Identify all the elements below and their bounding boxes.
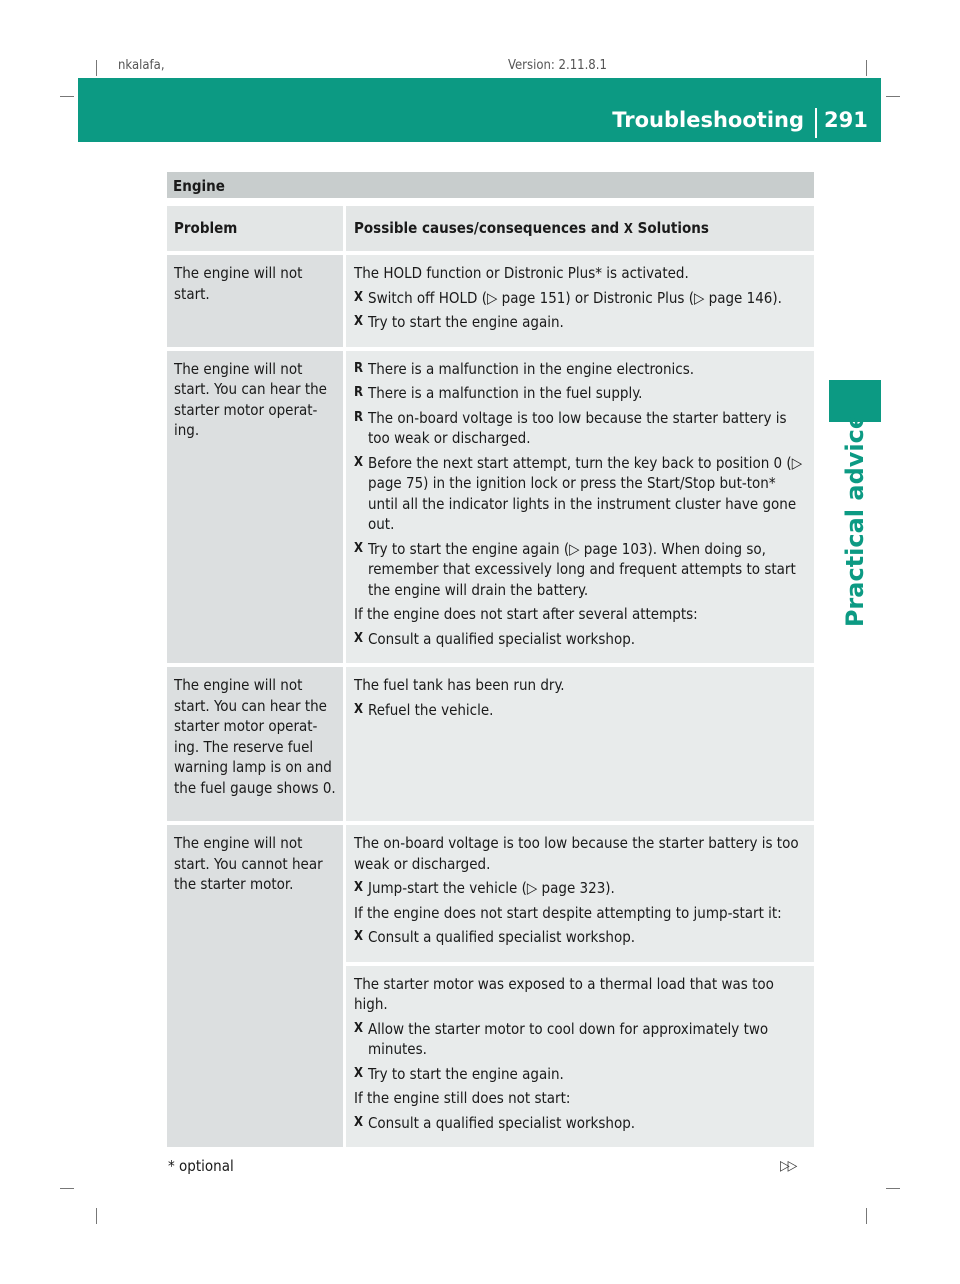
table-title: Engine — [167, 172, 814, 198]
action-arrow-icon: X — [354, 929, 364, 944]
continue-arrow-icon: ▷▷ — [780, 1158, 796, 1174]
step-text: Consult a qualified specialist workshop. — [368, 1113, 636, 1132]
action-step — [354, 312, 807, 333]
solution-cell — [346, 966, 814, 1148]
solution-cell — [346, 351, 814, 664]
column-header-problem: Problem — [167, 206, 343, 251]
step-text: Switch off HOLD (▷ page 151) or Distronic Plus (▷ page 146). — [368, 288, 782, 307]
crop-mark — [866, 60, 867, 76]
paragraph: The fuel tank has been run dry. — [354, 676, 565, 694]
step-text: The on-board voltage is too low because the starter battery is too weak or discharged. — [368, 408, 787, 447]
action-arrow-icon: X — [623, 222, 633, 237]
problem-cell: The engine will not start. You can hear the starter motor operat-ing. The reserve fuel warning lamp is on and the fuel gauge shows 0. — [167, 667, 343, 821]
table-row — [167, 255, 814, 347]
column-header-pre: Possible causes/consequences and — [354, 219, 620, 237]
step-text: Allow the starter motor to cool down for approximately two minutes. — [368, 1019, 769, 1058]
crop-mark — [60, 96, 74, 97]
step-text: Consult a qualified specialist workshop. — [368, 928, 636, 946]
problem-cell: The engine will not start. You cannot hear the starter motor. — [167, 825, 343, 1147]
column-header-solutions — [346, 206, 814, 251]
action-arrow-icon: X — [354, 1020, 364, 1036]
table-header-row — [167, 206, 814, 251]
bullet-icon: R — [354, 360, 364, 376]
action-arrow-icon: X — [354, 880, 364, 895]
step-text: There is a malfunction in the engine electronics. — [368, 359, 695, 378]
step-text: Consult a qualified specialist workshop. — [368, 629, 636, 648]
engine-table — [167, 172, 814, 1147]
paragraph: If the engine still does not start: — [354, 1089, 571, 1107]
action-arrow-icon: X — [354, 289, 364, 305]
header-separator — [815, 108, 817, 138]
crop-mark — [60, 1188, 74, 1189]
action-step — [354, 878, 807, 899]
action-step — [354, 927, 807, 948]
action-arrow-icon: X — [354, 314, 364, 329]
column-header-post: Solutions — [637, 219, 709, 237]
table-row — [167, 825, 814, 1147]
step-text: Before the next start attempt, turn the key back to position 0 (▷ page 75) in the ignition lock or press the Start/Stop but-ton* until all the indicator lights in the instrument cluster have gone out. — [368, 453, 803, 533]
solution-cell — [346, 667, 814, 821]
action-arrow-icon: X — [354, 1114, 364, 1130]
action-step — [354, 1019, 807, 1060]
action-step — [354, 288, 807, 309]
cause-bullet — [354, 408, 807, 449]
bullet-icon: R — [354, 409, 364, 425]
solution-cell — [346, 825, 814, 962]
action-step — [354, 1113, 807, 1134]
section-title: Troubleshooting — [612, 108, 804, 132]
cause-bullet — [354, 359, 807, 380]
problem-cell: The engine will not start. You can hear the starter motor operat-ing. — [167, 351, 343, 664]
action-arrow-icon: X — [354, 701, 364, 717]
crop-mark — [886, 96, 900, 97]
paragraph: If the engine does not start after several attempts: — [354, 605, 698, 623]
crop-mark — [96, 60, 97, 76]
action-step — [354, 539, 807, 601]
table-row — [167, 351, 814, 664]
crop-mark — [886, 1188, 900, 1189]
action-step — [354, 629, 807, 650]
step-text: Try to start the engine again. — [368, 1064, 564, 1083]
print-info-left: nkalafa, — [118, 58, 165, 73]
action-arrow-icon: X — [354, 630, 364, 646]
page-number: 291 — [824, 108, 868, 132]
action-arrow-icon: X — [354, 454, 364, 470]
cause-bullet — [354, 383, 807, 404]
action-step — [354, 1064, 807, 1085]
paragraph: The starter motor was exposed to a thermal load that was too high. — [354, 974, 774, 1013]
print-info-right: Version: 2.11.8.1 — [508, 58, 607, 73]
footnote: * optional — [168, 1157, 234, 1175]
action-arrow-icon: X — [354, 540, 364, 556]
action-step — [354, 453, 807, 535]
action-step — [354, 700, 807, 721]
side-tab-label: Practical advice — [841, 412, 869, 628]
crop-mark — [866, 1208, 867, 1224]
paragraph: The HOLD function or Distronic Plus* is activated. — [354, 264, 689, 282]
paragraph: If the engine does not start despite attempting to jump-start it: — [354, 903, 782, 922]
solution-cell — [346, 255, 814, 347]
step-text: There is a malfunction in the fuel supply. — [368, 384, 643, 402]
bullet-icon: R — [354, 385, 364, 400]
step-text: Try to start the engine again. — [368, 313, 564, 331]
step-text: Jump-start the vehicle (▷ page 323). — [368, 879, 615, 897]
paragraph: The on-board voltage is too low because the starter battery is too weak or discharged. — [354, 834, 799, 873]
problem-cell: The engine will not start. — [167, 255, 343, 347]
action-arrow-icon: X — [354, 1065, 364, 1081]
table-row — [167, 667, 814, 821]
step-text: Refuel the vehicle. — [368, 700, 494, 719]
crop-mark — [96, 1208, 97, 1224]
step-text: Try to start the engine again (▷ page 103). When doing so, remember that excessively long and frequent attempts to start the engine will drain the battery. — [368, 539, 796, 599]
